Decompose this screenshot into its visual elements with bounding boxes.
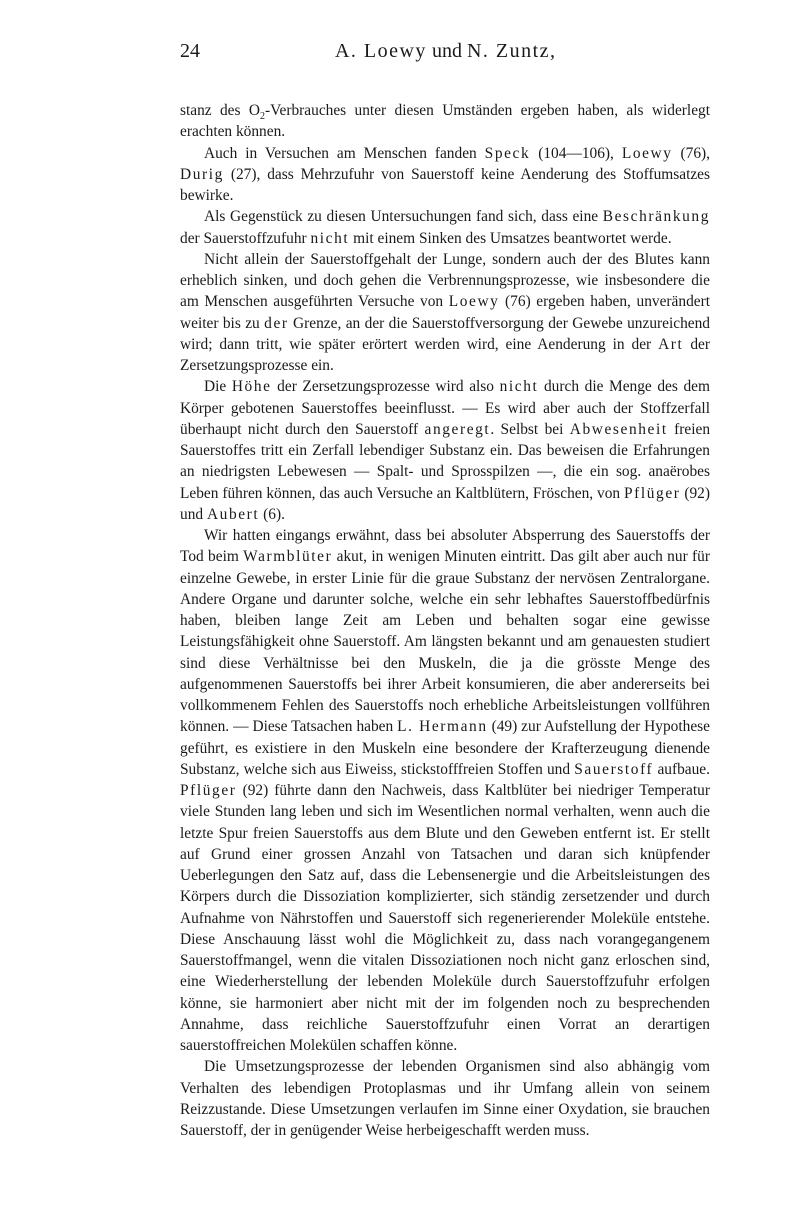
paragraph bbox=[180, 525, 710, 1056]
text-run: der Zersetzungsprozesse wird also bbox=[271, 378, 500, 396]
spaced-emphasis: Loewy bbox=[448, 293, 500, 311]
text-run: Nicht allein der Sauerstoffgehalt der Lunge, sondern auch der des Blutes kann erheblich sinken, und doch gehen die Verbrennungsprozesse, wie insbesondere die am Menschen ausgeführten Versuche von bbox=[180, 250, 710, 311]
spaced-emphasis: Abwesenheit bbox=[569, 420, 668, 438]
text-run: . Selbst bei bbox=[490, 420, 570, 438]
text-run: (49) zur Aufstellung der Hypothese geführt, es existiere in den Muskeln eine besondere der Krafterzeugung dienende Substanz, welche sich aus Eiweiss, stickstofffreien Stoffen und bbox=[180, 718, 710, 778]
text-run: Auch in Versuchen am Menschen fanden bbox=[204, 144, 485, 162]
author-zuntz: N. Zuntz bbox=[466, 40, 551, 62]
running-title bbox=[180, 36, 710, 66]
text-run: akut, in wenigen Minuten eintritt. Das gilt aber auch nur für einzelne Gewebe, in erster Linie für die graue Substanz der nervösen Zentralorgane. Andere Organe und darunter solche, welche ein sehr lebhaftes Sauerstoffbedürfnis haben, bleiben lange Zeit am Leben und behalten sogar eine gewisse Leistungsfähigkeit ohne Sauerstoff. Am längsten bekannt und am genauesten studiert sind diese Verhältnisse bei den Muskeln, die ja die grösste Menge des aufgenommenen Sauerstoffs bei ihrer Arbeit konsumieren, die aber andererseits bei vollkommenem Fehlen des Sauerstoffs noch erhebliche Arbeitsleistungen vollführen können. — Diese Tatsachen haben bbox=[180, 548, 710, 736]
spaced-emphasis: nicht bbox=[499, 378, 539, 396]
text-run: Als Gegenstück zu diesen Untersuchungen fand sich, dass eine bbox=[204, 208, 603, 226]
author-loewy: A. Loewy bbox=[334, 40, 427, 62]
spaced-emphasis: Loewy bbox=[621, 144, 673, 162]
text-run: (76), bbox=[672, 144, 710, 162]
body-text bbox=[180, 100, 710, 1141]
text-run: Grenze, an der die Sauerstoffversorgung der Gewebe unzureichend wird; dann tritt, wie später erörtert werden wird, eine Aenderung in der bbox=[180, 314, 710, 353]
text-run: Wir hatten eingangs erwähnt, dass bei absoluter Absperrung des Sauerstoffs der Tod beim bbox=[180, 527, 710, 566]
spaced-emphasis: der bbox=[264, 314, 289, 332]
spaced-emphasis: Höhe bbox=[231, 378, 272, 396]
text-run: (76) ergeben haben, unverändert weiter bis zu bbox=[180, 293, 710, 332]
paragraph bbox=[180, 1056, 710, 1141]
author-connector: und bbox=[426, 40, 467, 62]
page-number: 24 bbox=[180, 40, 200, 62]
subscript: 2 bbox=[259, 111, 265, 123]
text-run: -Verbrauches unter diesen Umständen ergeben haben, als widerlegt erachten können. bbox=[180, 102, 710, 141]
text-run: (92) und bbox=[180, 484, 710, 523]
text-run: durch die Menge des dem Körper gebotenen Sauerstoffes beeinflusst. — Es wird aber auch der Stoffzerfall überhaupt nicht durch den Sauerstoff bbox=[180, 378, 710, 438]
text-run: Die bbox=[204, 378, 232, 396]
paragraph bbox=[180, 100, 710, 143]
spaced-emphasis: L. Hermann bbox=[397, 718, 488, 736]
text-run: (27), dass Mehrzufuhr von Sauerstoff keine Aenderung des Stoffumsatzes bewirke. bbox=[180, 165, 710, 204]
text-run: mit einem Sinken des Umsatzes beantwortet werde. bbox=[349, 229, 672, 247]
text-run: der Zersetzungsprozesse ein. bbox=[180, 335, 711, 374]
spaced-emphasis: Speck bbox=[484, 144, 531, 162]
running-head bbox=[180, 36, 710, 66]
spaced-emphasis: Sauerstoff bbox=[574, 760, 654, 778]
spaced-emphasis: angeregt bbox=[424, 420, 491, 438]
text-run: freien Sauerstoffes tritt ein Zerfall lebendiger Substanz ein. Das beweisen die Erfahrungen an niedrigsten Lebewesen — Spalt- und Sprosspilzen —, die ein sog. anaërobes Leben führen können, das auch Versuche an Kaltblütern, Fröschen, von bbox=[180, 420, 711, 502]
text-run: aufbaue. bbox=[653, 760, 710, 778]
spaced-emphasis: Beschränkung bbox=[602, 208, 710, 226]
spaced-emphasis: Aubert bbox=[206, 505, 260, 523]
text-run: stanz des O bbox=[180, 102, 260, 119]
text-run: Die Umsetzungsprozesse der lebenden Organismen sind also abhängig vom Verhalten des lebendigen Protoplasmas und ihr Umfang allein von seinem Reizzustande. Diese Umsetzungen verlaufen im Sinne einer Oxydation, sie brauchen Sauerstoff, der in genügender Weise herbeigeschafft werden muss. bbox=[180, 1058, 710, 1139]
paragraph bbox=[180, 249, 710, 377]
spaced-emphasis: Warmblüter bbox=[243, 548, 333, 566]
spaced-emphasis: Pflüger bbox=[180, 782, 237, 799]
text-run: der Sauerstoffzufuhr bbox=[180, 229, 311, 247]
paragraph bbox=[180, 376, 710, 525]
spaced-emphasis: Durig bbox=[180, 165, 224, 183]
spaced-emphasis: nicht bbox=[310, 229, 350, 247]
text-run: (6). bbox=[259, 505, 285, 523]
paragraph bbox=[180, 143, 710, 207]
spaced-emphasis: Art bbox=[658, 335, 684, 353]
text-run: (104—106), bbox=[530, 144, 622, 162]
text-run: (92) führte dann den Nachweis, dass Kaltblüter bei niedriger Temperatur viele Stunden lang leben und sich im Wesentlichen normal verhalten, wenn auch die letzte Spur freien Sauerstoffs aus dem Blute und den Geweben entfernt ist. Er stellt auf Grund einer grossen Anzahl von Tatsachen und daran sich knüpfender Ueberlegungen den Satz auf, dass die Lebensenergie und die Arbeitsleistungen des Körpers durch die Dissoziation komplizierter, sich ständig zersetzender und durch Aufnahme von Nährstoffen und Sauerstoff sich regenerierender Moleküle entstehe. Diese Anschauung lässt wohl die Möglichkeit zu, dass nach vorangegangenem Sauerstoffmangel, wenn die vitalen Dissoziationen noch nicht ganz erloschen sind, eine Wiederherstellung der lebenden Moleküle durch Sauerstoffzufuhr erfolgen könne, sie harmoniert aber nicht mit der im folgenden noch zu besprechenden Annahme, dass reichliche Sauerstoffzufuhr einen Vorrat an derartigen sauerstoffreichen Molekülen schaffen könne. bbox=[180, 782, 710, 1054]
title-trailing-punctuation: , bbox=[550, 40, 556, 62]
spaced-emphasis: Pflüger bbox=[623, 484, 681, 502]
paragraph bbox=[180, 206, 710, 249]
